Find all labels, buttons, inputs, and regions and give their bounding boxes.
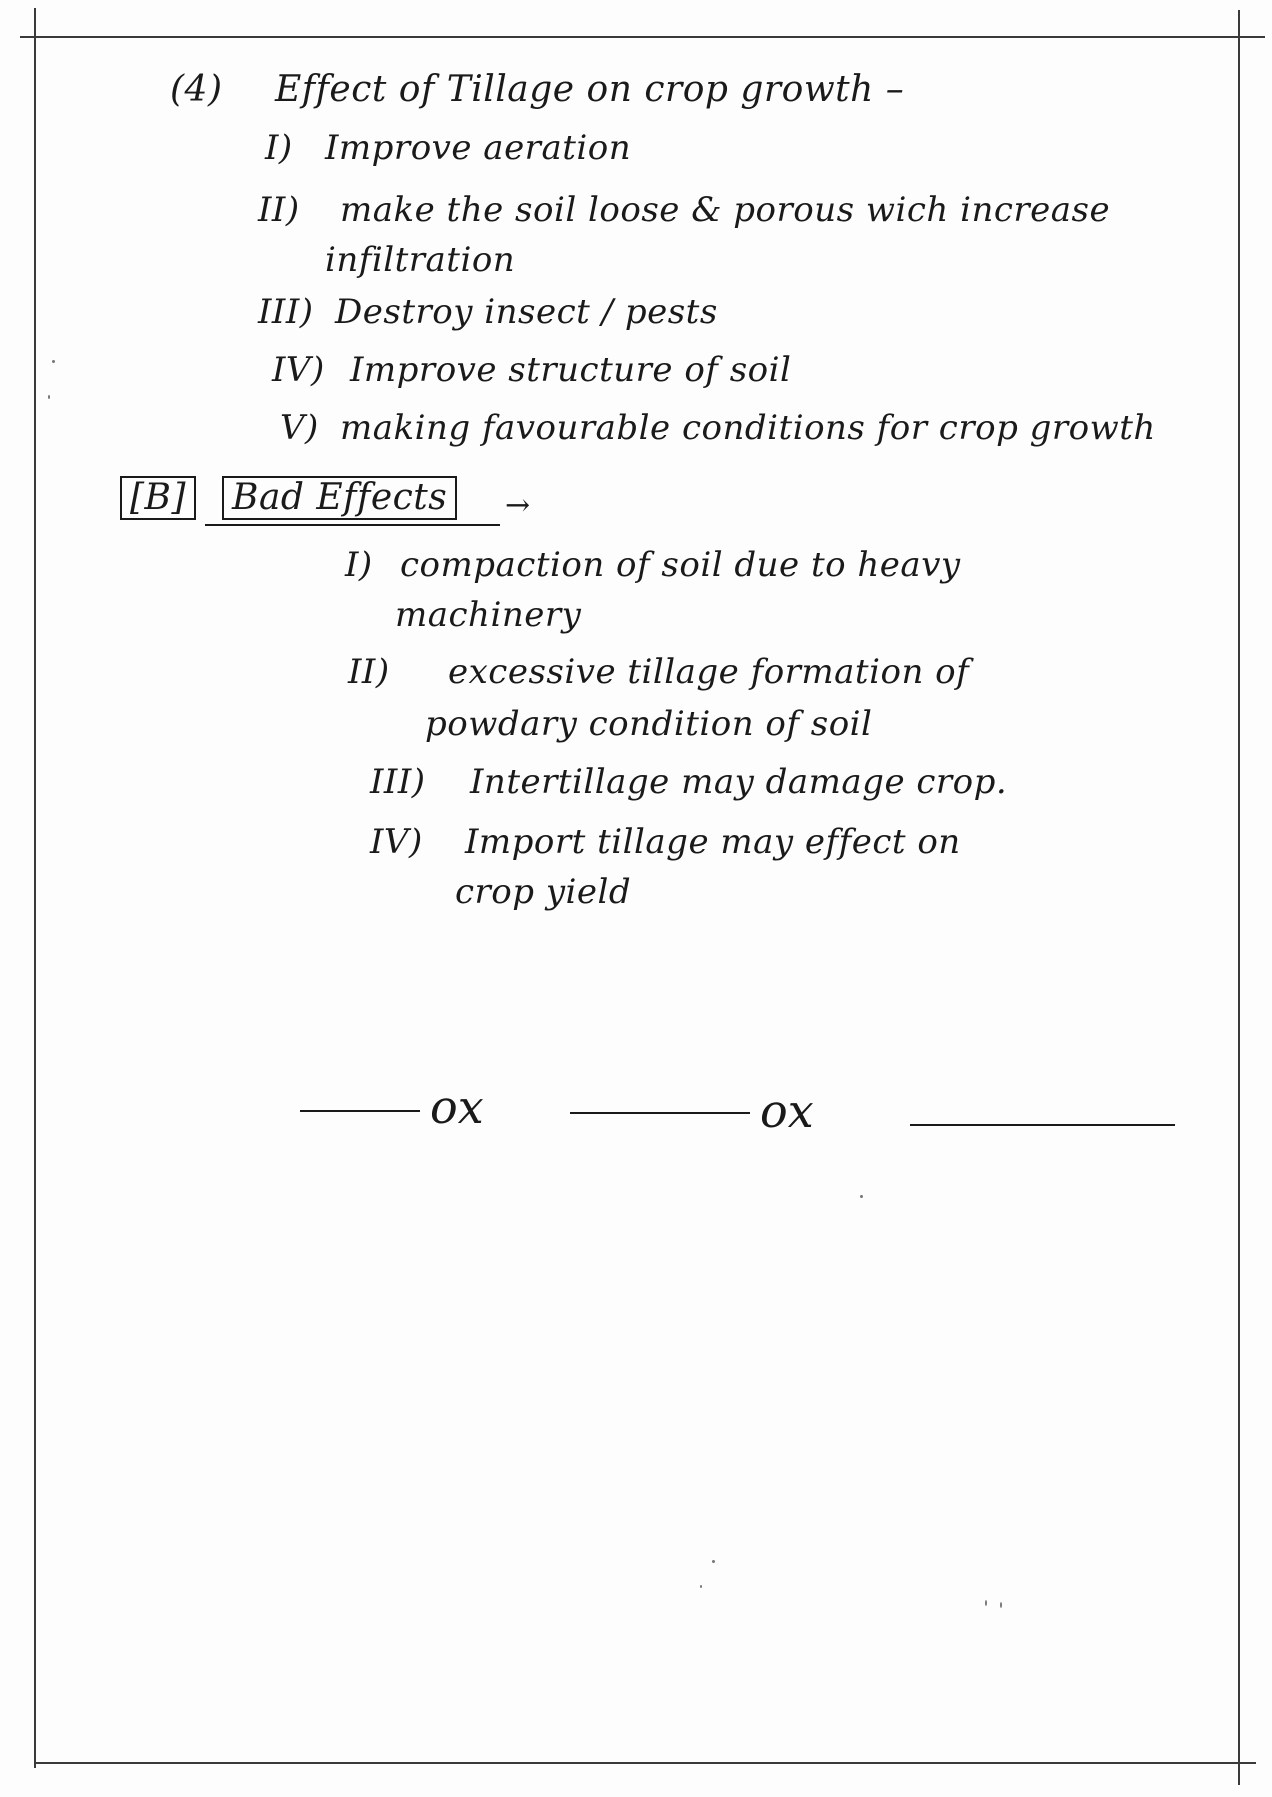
list-item: make the soil loose & porous wich increase <box>340 190 1111 230</box>
bottom-margin-rule <box>36 1762 1256 1764</box>
list-item-continuation: machinery <box>395 595 582 635</box>
end-dash <box>300 1110 420 1112</box>
list-item: Intertillage may damage crop. <box>470 762 1008 802</box>
right-margin-rule <box>1238 10 1240 1785</box>
scan-speck <box>52 360 55 363</box>
list-item-continuation: powdary condition of soil <box>425 704 873 744</box>
end-dash <box>570 1112 750 1114</box>
end-mark: ox <box>760 1084 814 1138</box>
scan-speck <box>700 1585 702 1588</box>
list-item-continuation: infiltration <box>325 240 516 280</box>
end-mark: ox <box>430 1080 484 1134</box>
list-item-continuation: crop yield <box>455 872 632 912</box>
list-item-number: III) <box>370 762 426 802</box>
section-b-label: [B] <box>120 476 196 520</box>
list-item: Destroy insect / pests <box>335 292 718 332</box>
list-item: Import tillage may effect on <box>465 822 961 862</box>
list-item: compaction of soil due to heavy <box>400 545 961 585</box>
list-item: Improve aeration <box>325 128 632 168</box>
list-item-number: II) <box>348 652 390 692</box>
question-number: (4) <box>170 69 223 110</box>
arrow-right-icon: → <box>505 488 531 523</box>
scan-speck <box>860 1195 863 1198</box>
list-item-number: IV) <box>370 822 423 862</box>
list-item-number: I) <box>265 128 293 168</box>
scan-speck <box>712 1560 715 1563</box>
list-item-number: V) <box>280 408 319 448</box>
list-item-number: IV) <box>272 350 325 390</box>
left-margin-rule <box>34 8 36 1768</box>
list-item: excessive tillage formation of <box>448 652 970 692</box>
scan-speck <box>48 395 50 399</box>
top-margin-rule <box>20 36 1265 38</box>
list-item-number: II) <box>258 190 300 230</box>
list-item-number: III) <box>258 292 314 332</box>
section-a-heading: Effect of Tillage on crop growth – <box>275 69 905 110</box>
heading-underline <box>205 524 500 526</box>
scan-speck <box>985 1600 987 1606</box>
list-item: Improve structure of soil <box>350 350 792 390</box>
list-item: making favourable conditions for crop growth <box>340 408 1156 448</box>
section-b-heading: Bad Effects <box>222 476 457 520</box>
end-dash <box>910 1124 1175 1126</box>
scan-speck <box>1000 1602 1002 1608</box>
list-item-number: I) <box>345 545 373 585</box>
